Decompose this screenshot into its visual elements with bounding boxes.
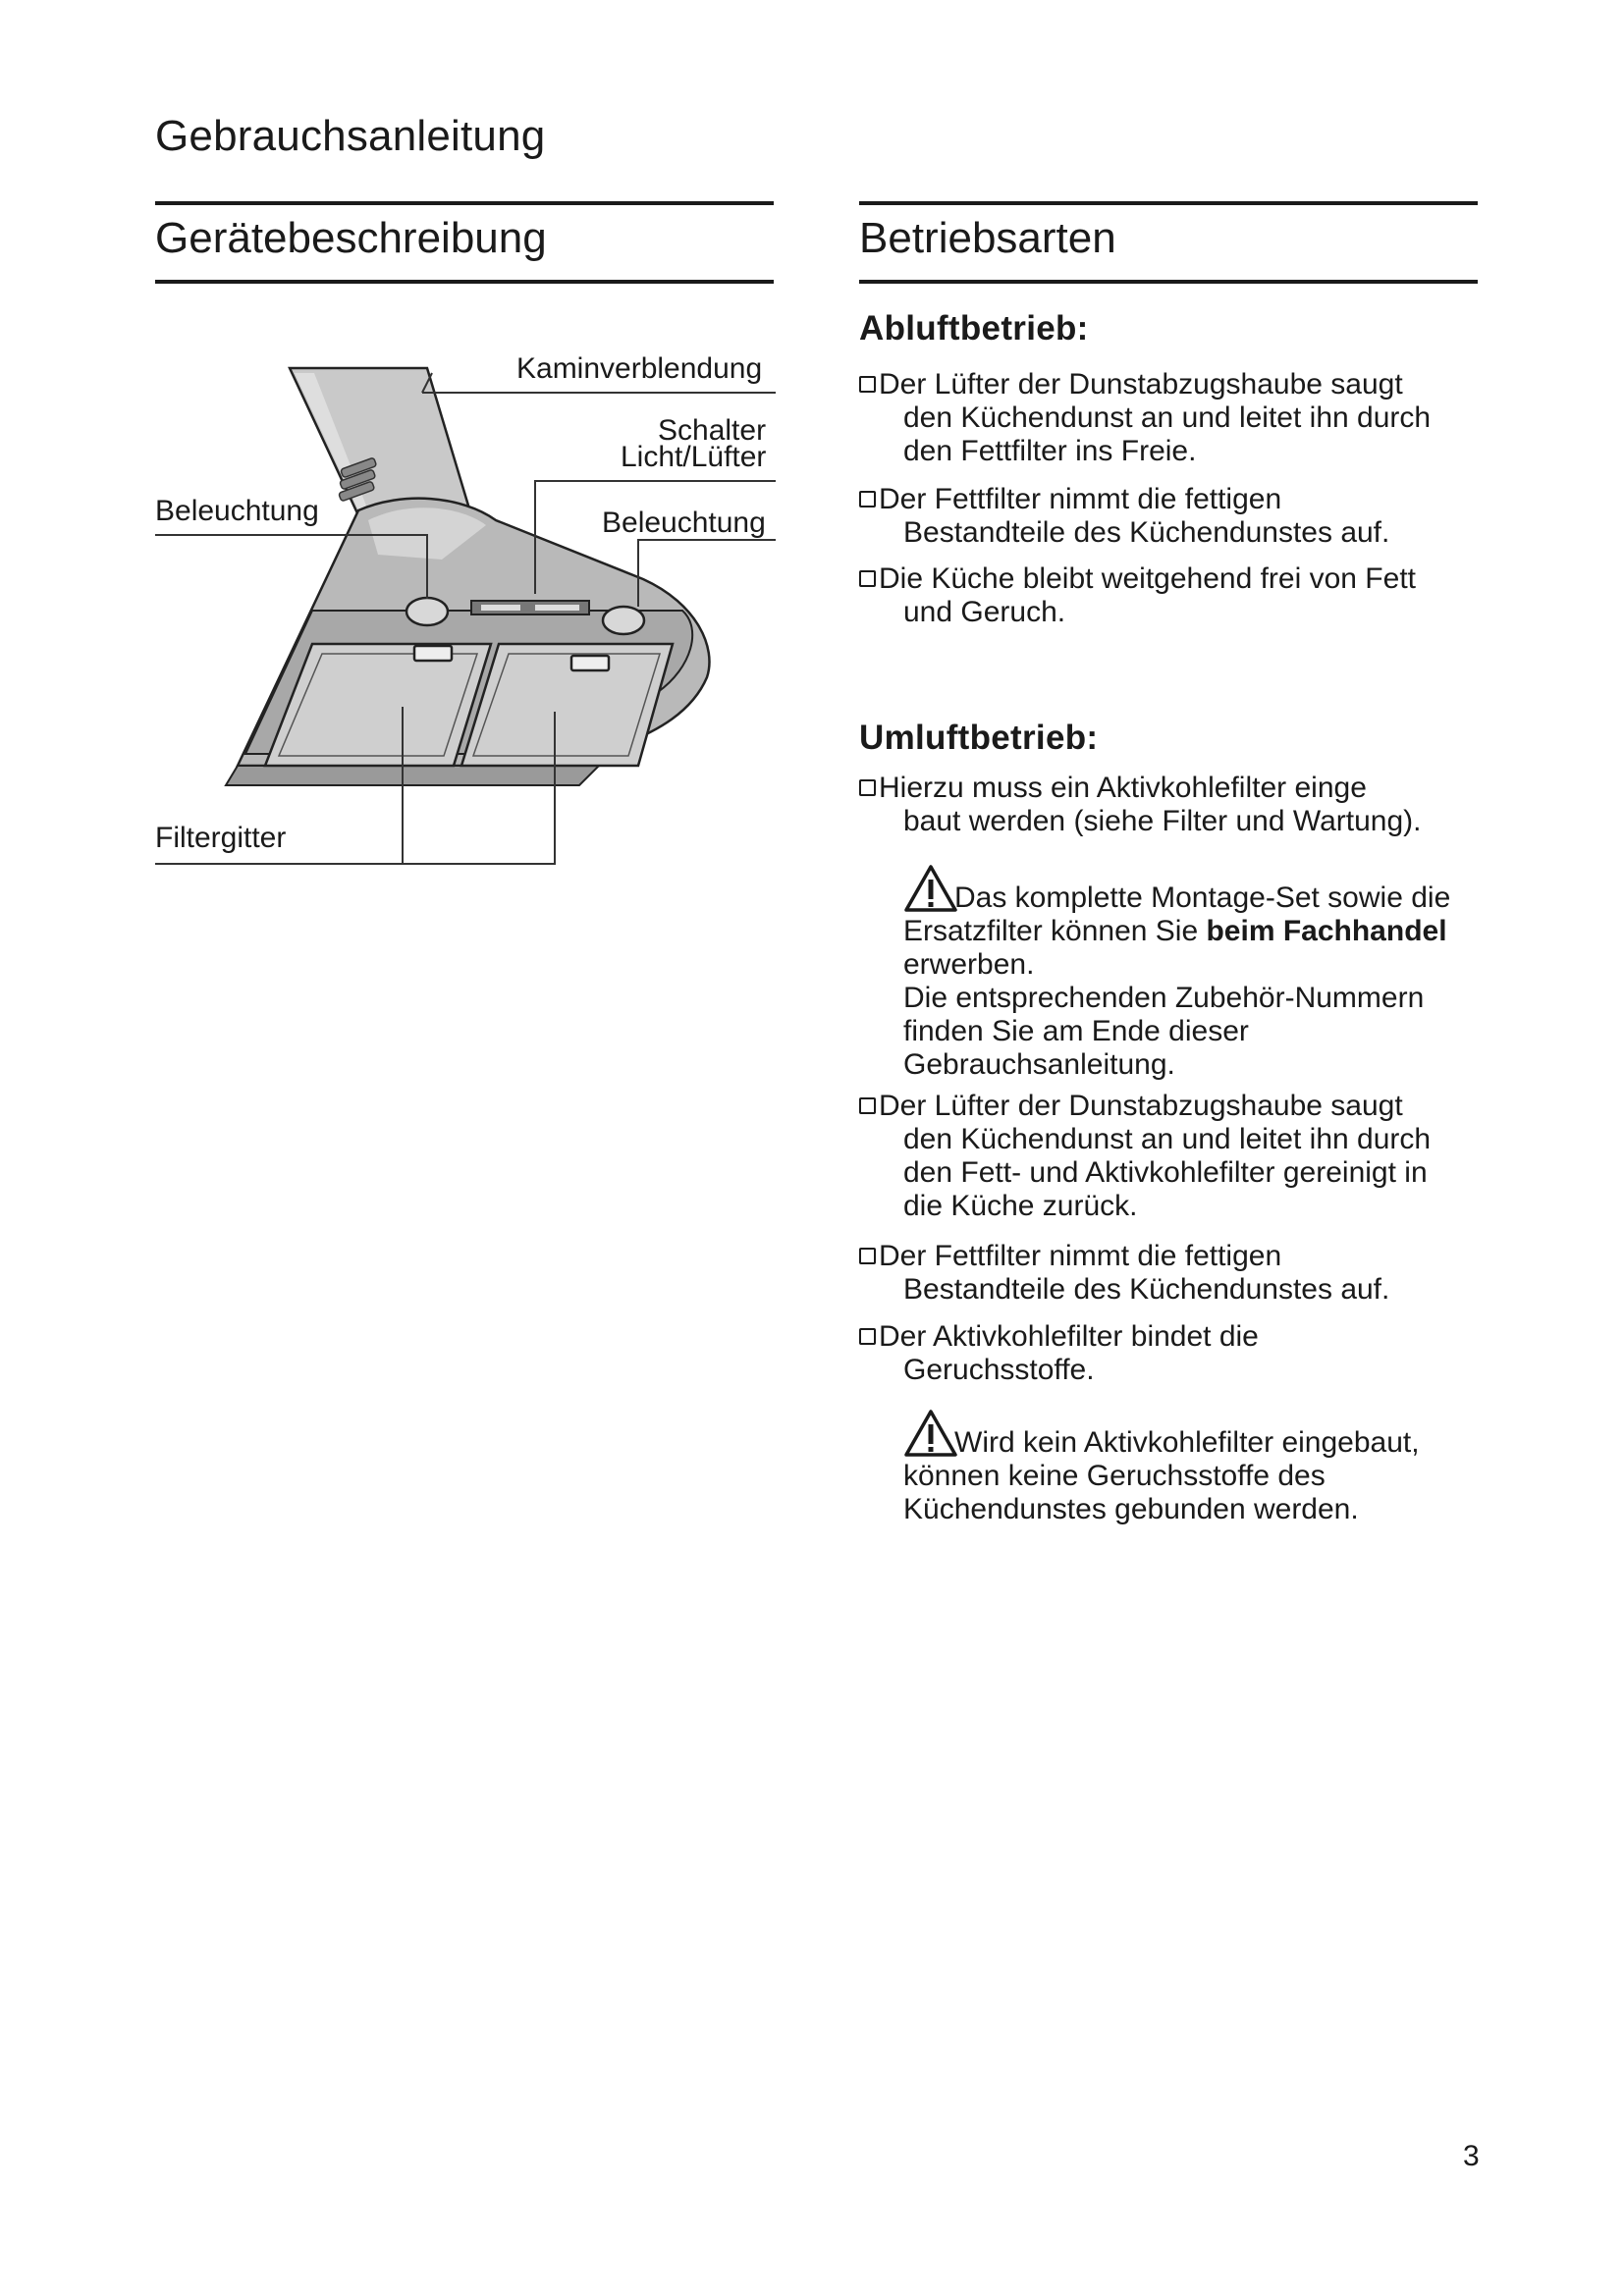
list-item: Der Fettfilter nimmt die fettigen Bestandteile des Küchendunstes auf.: [859, 483, 1488, 550]
list-item: Der Aktivkohlefilter bindet die Geruchsstoffe.: [859, 1320, 1488, 1387]
document-title: Gebrauchsanleitung: [155, 112, 546, 160]
rule-left-bottom: [155, 280, 774, 284]
rule-left-top: [155, 201, 774, 205]
checkbox-square-icon: [859, 1328, 876, 1345]
checkbox-square-icon: [859, 376, 876, 393]
list-item: Der Lüfter der Dunstabzugshaube saugt den Küchendunst an und leitet ihn durch den Fett- und Aktivkohlefilter gereinigt in die Küche zurück.: [859, 1090, 1488, 1223]
list-item: Der Fettfilter nimmt die fettigen Bestandteile des Küchendunstes auf.: [859, 1240, 1488, 1307]
section-title-betriebsarten: Betriebsarten: [859, 214, 1116, 262]
list-item: Der Lüfter der Dunstabzugshaube saugt den Küchendunst an und leitet ihn durch den Fettfilter ins Freie.: [859, 368, 1488, 468]
label-licht-luefter: Licht/Lüfter: [621, 441, 767, 473]
checkbox-square-icon: [859, 1248, 876, 1264]
page-number: 3: [1463, 2140, 1480, 2172]
rule-right-top: [859, 201, 1478, 205]
section-title-geraetebeschreibung: Gerätebeschreibung: [155, 214, 547, 262]
warning-triangle-icon: [903, 1409, 958, 1458]
label-beleuchtung-left: Beleuchtung: [155, 495, 319, 527]
label-kaminverblendung: Kaminverblendung: [516, 352, 763, 385]
label-beleuchtung-right: Beleuchtung: [602, 507, 766, 539]
checkbox-square-icon: [859, 491, 876, 507]
subsection-title-umluftbetrieb: Umluftbetrieb:: [859, 719, 1099, 757]
subsection-title-abluftbetrieb: Abluftbetrieb:: [859, 309, 1089, 347]
warning-triangle-icon: [903, 864, 958, 913]
label-schalter: Schalter: [658, 414, 767, 447]
note-aktivkohlefilter: Wird kein Aktivkohlefilter eingebaut, können keine Geruchsstoffe des Küchendunstes gebunden werden.: [903, 1409, 1492, 1526]
rule-right-bottom: [859, 280, 1478, 284]
checkbox-square-icon: [859, 779, 876, 796]
list-item: Hierzu muss ein Aktivkohlefilter einge baut werden (siehe Filter und Wartung).: [859, 772, 1488, 838]
list-item: Die Küche bleibt weitgehend frei von Fett und Geruch.: [859, 562, 1488, 629]
note-montage-set: Das komplette Montage-Set sowie die Ersatzfilter können Sie beim Fachhandel erwerben. Die entsprechenden Zubehör-Nummern finden Sie am Ende dieser Gebrauchsanleitung.: [903, 864, 1492, 1082]
checkbox-square-icon: [859, 570, 876, 587]
checkbox-square-icon: [859, 1097, 876, 1114]
label-filtergitter: Filtergitter: [155, 822, 287, 854]
